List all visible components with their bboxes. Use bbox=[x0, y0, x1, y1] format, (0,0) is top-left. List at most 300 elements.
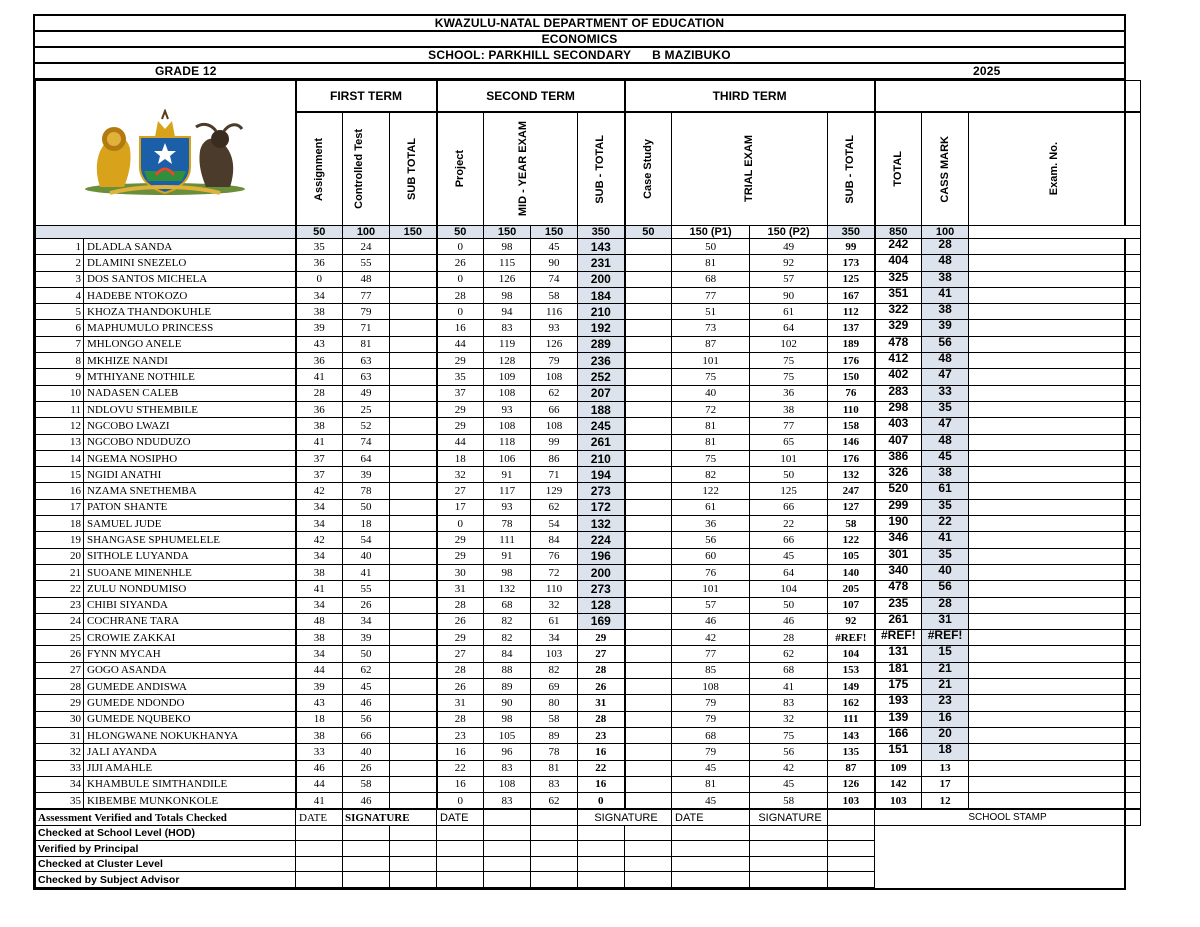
assignment-mark: 38 bbox=[296, 304, 343, 320]
student-name: KHAMBULE SIMTHANDILE bbox=[84, 776, 296, 792]
student-number: 31 bbox=[36, 727, 84, 743]
col-total: TOTAL bbox=[875, 112, 922, 226]
case-study-mark bbox=[625, 613, 672, 629]
trial-paper-2-mark: 46 bbox=[750, 613, 828, 629]
controlled-test-mark: 18 bbox=[343, 516, 390, 532]
max-marks-row bbox=[36, 226, 1141, 239]
signature-cell bbox=[750, 872, 828, 888]
sub-total-1-mark bbox=[390, 239, 437, 255]
student-row bbox=[36, 662, 1141, 678]
signature-cell bbox=[437, 856, 484, 872]
sub-total-2-mark: 200 bbox=[578, 564, 625, 580]
assignment-mark: 36 bbox=[296, 401, 343, 417]
project-mark: 29 bbox=[437, 353, 484, 369]
signature-cell bbox=[672, 872, 750, 888]
mid-year-paper-2-mark: 78 bbox=[531, 744, 578, 760]
student-row bbox=[36, 304, 1141, 320]
student-name: HADEBE NTOKOZO bbox=[84, 287, 296, 303]
project-mark: 17 bbox=[437, 499, 484, 515]
controlled-test-mark: 26 bbox=[343, 760, 390, 776]
student-name: CHIBI SIYANDA bbox=[84, 597, 296, 613]
controlled-test-mark: 45 bbox=[343, 679, 390, 695]
trial-paper-1-mark: 42 bbox=[672, 630, 750, 646]
cass-mark: 35 bbox=[922, 499, 969, 515]
student-number: 14 bbox=[36, 450, 84, 466]
signature-cell bbox=[437, 872, 484, 888]
exam-number bbox=[969, 793, 1141, 809]
sub-total-2-mark: 0 bbox=[578, 793, 625, 809]
mid-year-paper-1-mark: 128 bbox=[484, 353, 531, 369]
sub-total-2-mark: 31 bbox=[578, 695, 625, 711]
sub-total-2-mark: 128 bbox=[578, 597, 625, 613]
max-marks-blank bbox=[36, 226, 296, 239]
total-mark: 407 bbox=[875, 434, 922, 450]
signature-cell bbox=[437, 841, 484, 857]
trial-paper-1-mark: 72 bbox=[672, 401, 750, 417]
student-row bbox=[36, 711, 1141, 727]
project-mark: 29 bbox=[437, 532, 484, 548]
mid-year-paper-2-mark: 61 bbox=[531, 613, 578, 629]
signature-label-1: SIGNATURE bbox=[343, 810, 437, 826]
sub-total-1-mark bbox=[390, 320, 437, 336]
mid-year-paper-2-mark: 62 bbox=[531, 499, 578, 515]
signature-cell bbox=[828, 872, 875, 888]
student-name: MHLONGO ANELE bbox=[84, 336, 296, 352]
sub-total-1-mark bbox=[390, 401, 437, 417]
blank bbox=[531, 810, 578, 826]
exam-number bbox=[969, 320, 1141, 336]
student-name: DOS SANTOS MICHELA bbox=[84, 271, 296, 287]
student-name: GUMEDE ANDISWA bbox=[84, 679, 296, 695]
sub-total-3-mark: 176 bbox=[828, 450, 875, 466]
max-mark: 850 bbox=[875, 226, 922, 239]
student-number: 30 bbox=[36, 711, 84, 727]
date-label-3: DATE bbox=[672, 810, 750, 826]
student-row bbox=[36, 727, 1141, 743]
case-study-mark bbox=[625, 744, 672, 760]
trial-paper-1-mark: 56 bbox=[672, 532, 750, 548]
trial-paper-1-mark: 87 bbox=[672, 336, 750, 352]
sub-total-2-mark: 26 bbox=[578, 679, 625, 695]
trial-paper-2-mark: 75 bbox=[750, 727, 828, 743]
trial-paper-2-mark: 45 bbox=[750, 548, 828, 564]
student-row bbox=[36, 613, 1141, 629]
case-study-mark bbox=[625, 711, 672, 727]
sub-total-3-mark: 150 bbox=[828, 369, 875, 385]
sub-total-2-mark: 16 bbox=[578, 744, 625, 760]
case-study-mark bbox=[625, 760, 672, 776]
sub-total-2-mark: 200 bbox=[578, 271, 625, 287]
student-row bbox=[36, 287, 1141, 303]
trial-paper-2-mark: 92 bbox=[750, 255, 828, 271]
sub-total-1-mark bbox=[390, 711, 437, 727]
sub-total-2-mark: 207 bbox=[578, 385, 625, 401]
signature-cell bbox=[625, 856, 672, 872]
trial-paper-1-mark: 77 bbox=[672, 287, 750, 303]
sub-total-2-mark: 188 bbox=[578, 401, 625, 417]
col-cass-mark: CASS MARK bbox=[922, 112, 969, 226]
student-row bbox=[36, 516, 1141, 532]
exam-number bbox=[969, 711, 1141, 727]
max-mark bbox=[969, 226, 1141, 239]
student-name: ZULU NONDUMISO bbox=[84, 581, 296, 597]
crest-cell bbox=[36, 81, 296, 226]
signature-cell bbox=[343, 825, 390, 841]
project-mark: 16 bbox=[437, 320, 484, 336]
col-controlled-test: Controlled Test bbox=[343, 112, 390, 226]
student-number: 20 bbox=[36, 548, 84, 564]
student-name: NZAMA SNETHEMBA bbox=[84, 483, 296, 499]
verification-row bbox=[36, 841, 1141, 857]
signature-cell bbox=[296, 841, 343, 857]
mid-year-paper-2-mark: 62 bbox=[531, 385, 578, 401]
cass-mark: 48 bbox=[922, 255, 969, 271]
cass-mark: 39 bbox=[922, 320, 969, 336]
student-row bbox=[36, 255, 1141, 271]
sub-total-1-mark bbox=[390, 483, 437, 499]
exam-number bbox=[969, 483, 1141, 499]
controlled-test-mark: 62 bbox=[343, 662, 390, 678]
student-name: KIBEMBE MUNKONKOLE bbox=[84, 793, 296, 809]
second-term-header: SECOND TERM bbox=[437, 81, 625, 113]
exam-number bbox=[969, 646, 1141, 662]
mid-year-paper-1-mark: 132 bbox=[484, 581, 531, 597]
sub-total-2-mark: 22 bbox=[578, 760, 625, 776]
total-mark: 190 bbox=[875, 516, 922, 532]
mid-year-paper-2-mark: 54 bbox=[531, 516, 578, 532]
cass-mark: 41 bbox=[922, 287, 969, 303]
sub-total-3-mark: 111 bbox=[828, 711, 875, 727]
total-mark: 175 bbox=[875, 679, 922, 695]
student-name: SUOANE MINENHLE bbox=[84, 564, 296, 580]
max-mark: 150 (P1) bbox=[672, 226, 750, 239]
total-mark: #REF! bbox=[875, 630, 922, 646]
trial-paper-2-mark: 41 bbox=[750, 679, 828, 695]
total-mark: 139 bbox=[875, 711, 922, 727]
max-mark: 100 bbox=[343, 226, 390, 239]
mid-year-paper-1-mark: 108 bbox=[484, 776, 531, 792]
sub-total-1-mark bbox=[390, 776, 437, 792]
assignment-mark: 43 bbox=[296, 695, 343, 711]
sub-total-3-mark: 162 bbox=[828, 695, 875, 711]
total-mark: 326 bbox=[875, 467, 922, 483]
sub-total-2-mark: 143 bbox=[578, 239, 625, 255]
trial-paper-1-mark: 68 bbox=[672, 727, 750, 743]
sub-total-2-mark: 261 bbox=[578, 434, 625, 450]
exam-number bbox=[969, 630, 1141, 646]
assignment-mark: 33 bbox=[296, 744, 343, 760]
sub-total-1-mark bbox=[390, 467, 437, 483]
signature-cell bbox=[578, 872, 625, 888]
student-name: GUMEDE NQUBEKO bbox=[84, 711, 296, 727]
assignment-mark: 35 bbox=[296, 239, 343, 255]
student-name: DLADLA SANDA bbox=[84, 239, 296, 255]
cass-mark: 20 bbox=[922, 727, 969, 743]
mid-year-paper-2-mark: 58 bbox=[531, 287, 578, 303]
exam-number bbox=[969, 548, 1141, 564]
project-mark: 0 bbox=[437, 516, 484, 532]
signature-cell bbox=[578, 841, 625, 857]
sub-total-3-mark: 92 bbox=[828, 613, 875, 629]
case-study-mark bbox=[625, 548, 672, 564]
sub-total-1-mark bbox=[390, 597, 437, 613]
assignment-mark: 41 bbox=[296, 793, 343, 809]
student-name: NGCOBO LWAZI bbox=[84, 418, 296, 434]
cass-mark: 23 bbox=[922, 695, 969, 711]
mid-year-paper-2-mark: 62 bbox=[531, 793, 578, 809]
signature-cell bbox=[625, 825, 672, 841]
mid-year-paper-1-mark: 82 bbox=[484, 630, 531, 646]
trial-paper-2-mark: 75 bbox=[750, 353, 828, 369]
blank bbox=[484, 810, 531, 826]
case-study-mark bbox=[625, 646, 672, 662]
student-name: MKHIZE NANDI bbox=[84, 353, 296, 369]
signature-cell bbox=[625, 841, 672, 857]
cass-mark: 28 bbox=[922, 597, 969, 613]
total-mark: 109 bbox=[875, 760, 922, 776]
trial-paper-2-mark: 32 bbox=[750, 711, 828, 727]
mid-year-paper-2-mark: 34 bbox=[531, 630, 578, 646]
exam-number bbox=[969, 450, 1141, 466]
max-mark: 50 bbox=[437, 226, 484, 239]
student-number: 25 bbox=[36, 630, 84, 646]
exam-number bbox=[969, 287, 1141, 303]
student-number: 2 bbox=[36, 255, 84, 271]
controlled-test-mark: 52 bbox=[343, 418, 390, 434]
student-row bbox=[36, 760, 1141, 776]
trial-paper-2-mark: 90 bbox=[750, 287, 828, 303]
trial-paper-1-mark: 108 bbox=[672, 679, 750, 695]
school-line: SCHOOL: PARKHILL SECONDARY B MAZIBUKO bbox=[35, 48, 1124, 64]
sub-total-2-mark: 192 bbox=[578, 320, 625, 336]
signature-label-2: SIGNATURE bbox=[578, 810, 672, 826]
mid-year-paper-1-mark: 126 bbox=[484, 271, 531, 287]
case-study-mark bbox=[625, 630, 672, 646]
max-mark: 100 bbox=[922, 226, 969, 239]
sub-total-2-mark: 23 bbox=[578, 727, 625, 743]
project-mark: 31 bbox=[437, 581, 484, 597]
sub-total-2-mark: 273 bbox=[578, 581, 625, 597]
verification-label: Checked at School Level (HOD) bbox=[36, 825, 296, 841]
sub-total-1-mark bbox=[390, 450, 437, 466]
mid-year-paper-1-mark: 68 bbox=[484, 597, 531, 613]
date-label-2: DATE bbox=[437, 810, 484, 826]
trial-paper-1-mark: 60 bbox=[672, 548, 750, 564]
assignment-mark: 34 bbox=[296, 287, 343, 303]
student-row bbox=[36, 630, 1141, 646]
mid-year-paper-2-mark: 82 bbox=[531, 662, 578, 678]
student-number: 16 bbox=[36, 483, 84, 499]
controlled-test-mark: 48 bbox=[343, 271, 390, 287]
project-mark: 26 bbox=[437, 613, 484, 629]
sub-total-3-mark: 104 bbox=[828, 646, 875, 662]
case-study-mark bbox=[625, 483, 672, 499]
case-study-mark bbox=[625, 450, 672, 466]
project-mark: 16 bbox=[437, 776, 484, 792]
total-mark: 193 bbox=[875, 695, 922, 711]
col-sub-total-2: SUB - TOTAL bbox=[578, 112, 625, 226]
verification-label: Checked at Cluster Level bbox=[36, 856, 296, 872]
signature-cell bbox=[390, 856, 437, 872]
controlled-test-mark: 71 bbox=[343, 320, 390, 336]
sub-total-1-mark bbox=[390, 434, 437, 450]
signature-cell bbox=[531, 872, 578, 888]
student-number: 18 bbox=[36, 516, 84, 532]
assignment-mark: 36 bbox=[296, 255, 343, 271]
sub-total-2-mark: 194 bbox=[578, 467, 625, 483]
student-name: JIJI AMAHLE bbox=[84, 760, 296, 776]
sub-total-1-mark bbox=[390, 548, 437, 564]
cass-mark: 47 bbox=[922, 418, 969, 434]
controlled-test-mark: 55 bbox=[343, 255, 390, 271]
trial-paper-1-mark: 75 bbox=[672, 369, 750, 385]
cass-mark: 17 bbox=[922, 776, 969, 792]
signature-cell bbox=[531, 825, 578, 841]
controlled-test-mark: 41 bbox=[343, 564, 390, 580]
student-number: 21 bbox=[36, 564, 84, 580]
student-name: HLONGWANE NOKUKHANYA bbox=[84, 727, 296, 743]
sub-total-3-mark: 140 bbox=[828, 564, 875, 580]
exam-number bbox=[969, 255, 1141, 271]
exam-number bbox=[969, 727, 1141, 743]
sub-total-2-mark: 169 bbox=[578, 613, 625, 629]
mid-year-paper-1-mark: 94 bbox=[484, 304, 531, 320]
max-mark: 350 bbox=[828, 226, 875, 239]
controlled-test-mark: 39 bbox=[343, 467, 390, 483]
cass-mark: 18 bbox=[922, 744, 969, 760]
sub-total-1-mark bbox=[390, 646, 437, 662]
signature-cell bbox=[531, 841, 578, 857]
case-study-mark bbox=[625, 304, 672, 320]
student-row bbox=[36, 776, 1141, 792]
project-mark: 29 bbox=[437, 401, 484, 417]
school-stamp-box: SCHOOL STAMP bbox=[875, 810, 1141, 826]
sub-total-2-mark: 16 bbox=[578, 776, 625, 792]
trial-paper-1-mark: 79 bbox=[672, 744, 750, 760]
mid-year-paper-2-mark: 74 bbox=[531, 271, 578, 287]
student-name: GOGO ASANDA bbox=[84, 662, 296, 678]
student-row bbox=[36, 532, 1141, 548]
cass-mark: 16 bbox=[922, 711, 969, 727]
signature-label-3: SIGNATURE bbox=[750, 810, 828, 826]
controlled-test-mark: 63 bbox=[343, 369, 390, 385]
mid-year-paper-1-mark: 109 bbox=[484, 369, 531, 385]
exam-number bbox=[969, 353, 1141, 369]
cass-mark: 56 bbox=[922, 336, 969, 352]
trial-paper-2-mark: 75 bbox=[750, 369, 828, 385]
case-study-mark bbox=[625, 727, 672, 743]
assignment-mark: 48 bbox=[296, 613, 343, 629]
project-mark: 29 bbox=[437, 630, 484, 646]
controlled-test-mark: 34 bbox=[343, 613, 390, 629]
student-number: 23 bbox=[36, 597, 84, 613]
controlled-test-mark: 64 bbox=[343, 450, 390, 466]
total-mark: 386 bbox=[875, 450, 922, 466]
sub-total-3-mark: 132 bbox=[828, 467, 875, 483]
total-mark: 478 bbox=[875, 336, 922, 352]
trial-paper-2-mark: 57 bbox=[750, 271, 828, 287]
col-exam-no: Exam. No. bbox=[969, 112, 1141, 226]
project-mark: 18 bbox=[437, 450, 484, 466]
mid-year-paper-2-mark: 84 bbox=[531, 532, 578, 548]
student-name: CROWIE ZAKKAI bbox=[84, 630, 296, 646]
exam-number bbox=[969, 581, 1141, 597]
project-mark: 26 bbox=[437, 679, 484, 695]
trial-paper-1-mark: 73 bbox=[672, 320, 750, 336]
assignment-mark: 34 bbox=[296, 516, 343, 532]
sub-total-3-mark: 76 bbox=[828, 385, 875, 401]
student-name: SHANGASE SPHUMELELE bbox=[84, 532, 296, 548]
total-mark: 242 bbox=[875, 239, 922, 255]
controlled-test-mark: 54 bbox=[343, 532, 390, 548]
mid-year-paper-2-mark: 116 bbox=[531, 304, 578, 320]
col-project: Project bbox=[437, 112, 484, 226]
cass-mark: 45 bbox=[922, 450, 969, 466]
signature-cell bbox=[390, 841, 437, 857]
sub-total-1-mark bbox=[390, 564, 437, 580]
trial-paper-1-mark: 77 bbox=[672, 646, 750, 662]
total-mark: 478 bbox=[875, 581, 922, 597]
mid-year-paper-1-mark: 106 bbox=[484, 450, 531, 466]
trial-paper-1-mark: 45 bbox=[672, 793, 750, 809]
cass-mark: 38 bbox=[922, 271, 969, 287]
case-study-mark bbox=[625, 695, 672, 711]
controlled-test-mark: 39 bbox=[343, 630, 390, 646]
signature-cell bbox=[390, 825, 437, 841]
signature-cell bbox=[484, 825, 531, 841]
max-mark: 150 (P2) bbox=[750, 226, 828, 239]
assignment-mark: 37 bbox=[296, 450, 343, 466]
trial-paper-2-mark: 58 bbox=[750, 793, 828, 809]
total-mark: 166 bbox=[875, 727, 922, 743]
mid-year-paper-1-mark: 118 bbox=[484, 434, 531, 450]
sub-total-1-mark bbox=[390, 744, 437, 760]
mid-year-paper-1-mark: 83 bbox=[484, 793, 531, 809]
total-mark: 402 bbox=[875, 369, 922, 385]
mid-year-paper-1-mark: 89 bbox=[484, 679, 531, 695]
signature-cell bbox=[672, 825, 750, 841]
cass-mark: 21 bbox=[922, 662, 969, 678]
mid-year-paper-2-mark: 89 bbox=[531, 727, 578, 743]
sub-total-1-mark bbox=[390, 727, 437, 743]
student-name: NGCOBO NDUDUZO bbox=[84, 434, 296, 450]
mid-year-paper-2-mark: 81 bbox=[531, 760, 578, 776]
case-study-mark bbox=[625, 662, 672, 678]
sub-total-1-mark bbox=[390, 760, 437, 776]
signature-cell bbox=[625, 872, 672, 888]
signature-cell bbox=[296, 825, 343, 841]
project-mark: 30 bbox=[437, 564, 484, 580]
max-mark: 150 bbox=[531, 226, 578, 239]
sub-total-2-mark: 273 bbox=[578, 483, 625, 499]
student-number: 19 bbox=[36, 532, 84, 548]
mid-year-paper-1-mark: 82 bbox=[484, 613, 531, 629]
signature-cell bbox=[578, 856, 625, 872]
col-case-study: Case Study bbox=[625, 112, 672, 226]
signature-cell bbox=[390, 872, 437, 888]
signature-cell bbox=[750, 856, 828, 872]
cass-mark: 47 bbox=[922, 369, 969, 385]
project-mark: 16 bbox=[437, 744, 484, 760]
student-row bbox=[36, 499, 1141, 515]
trial-paper-1-mark: 46 bbox=[672, 613, 750, 629]
trial-paper-2-mark: 68 bbox=[750, 662, 828, 678]
assignment-mark: 42 bbox=[296, 483, 343, 499]
trial-paper-2-mark: 65 bbox=[750, 434, 828, 450]
sub-total-1-mark bbox=[390, 271, 437, 287]
sub-total-3-mark: 143 bbox=[828, 727, 875, 743]
sub-total-3-mark: 153 bbox=[828, 662, 875, 678]
